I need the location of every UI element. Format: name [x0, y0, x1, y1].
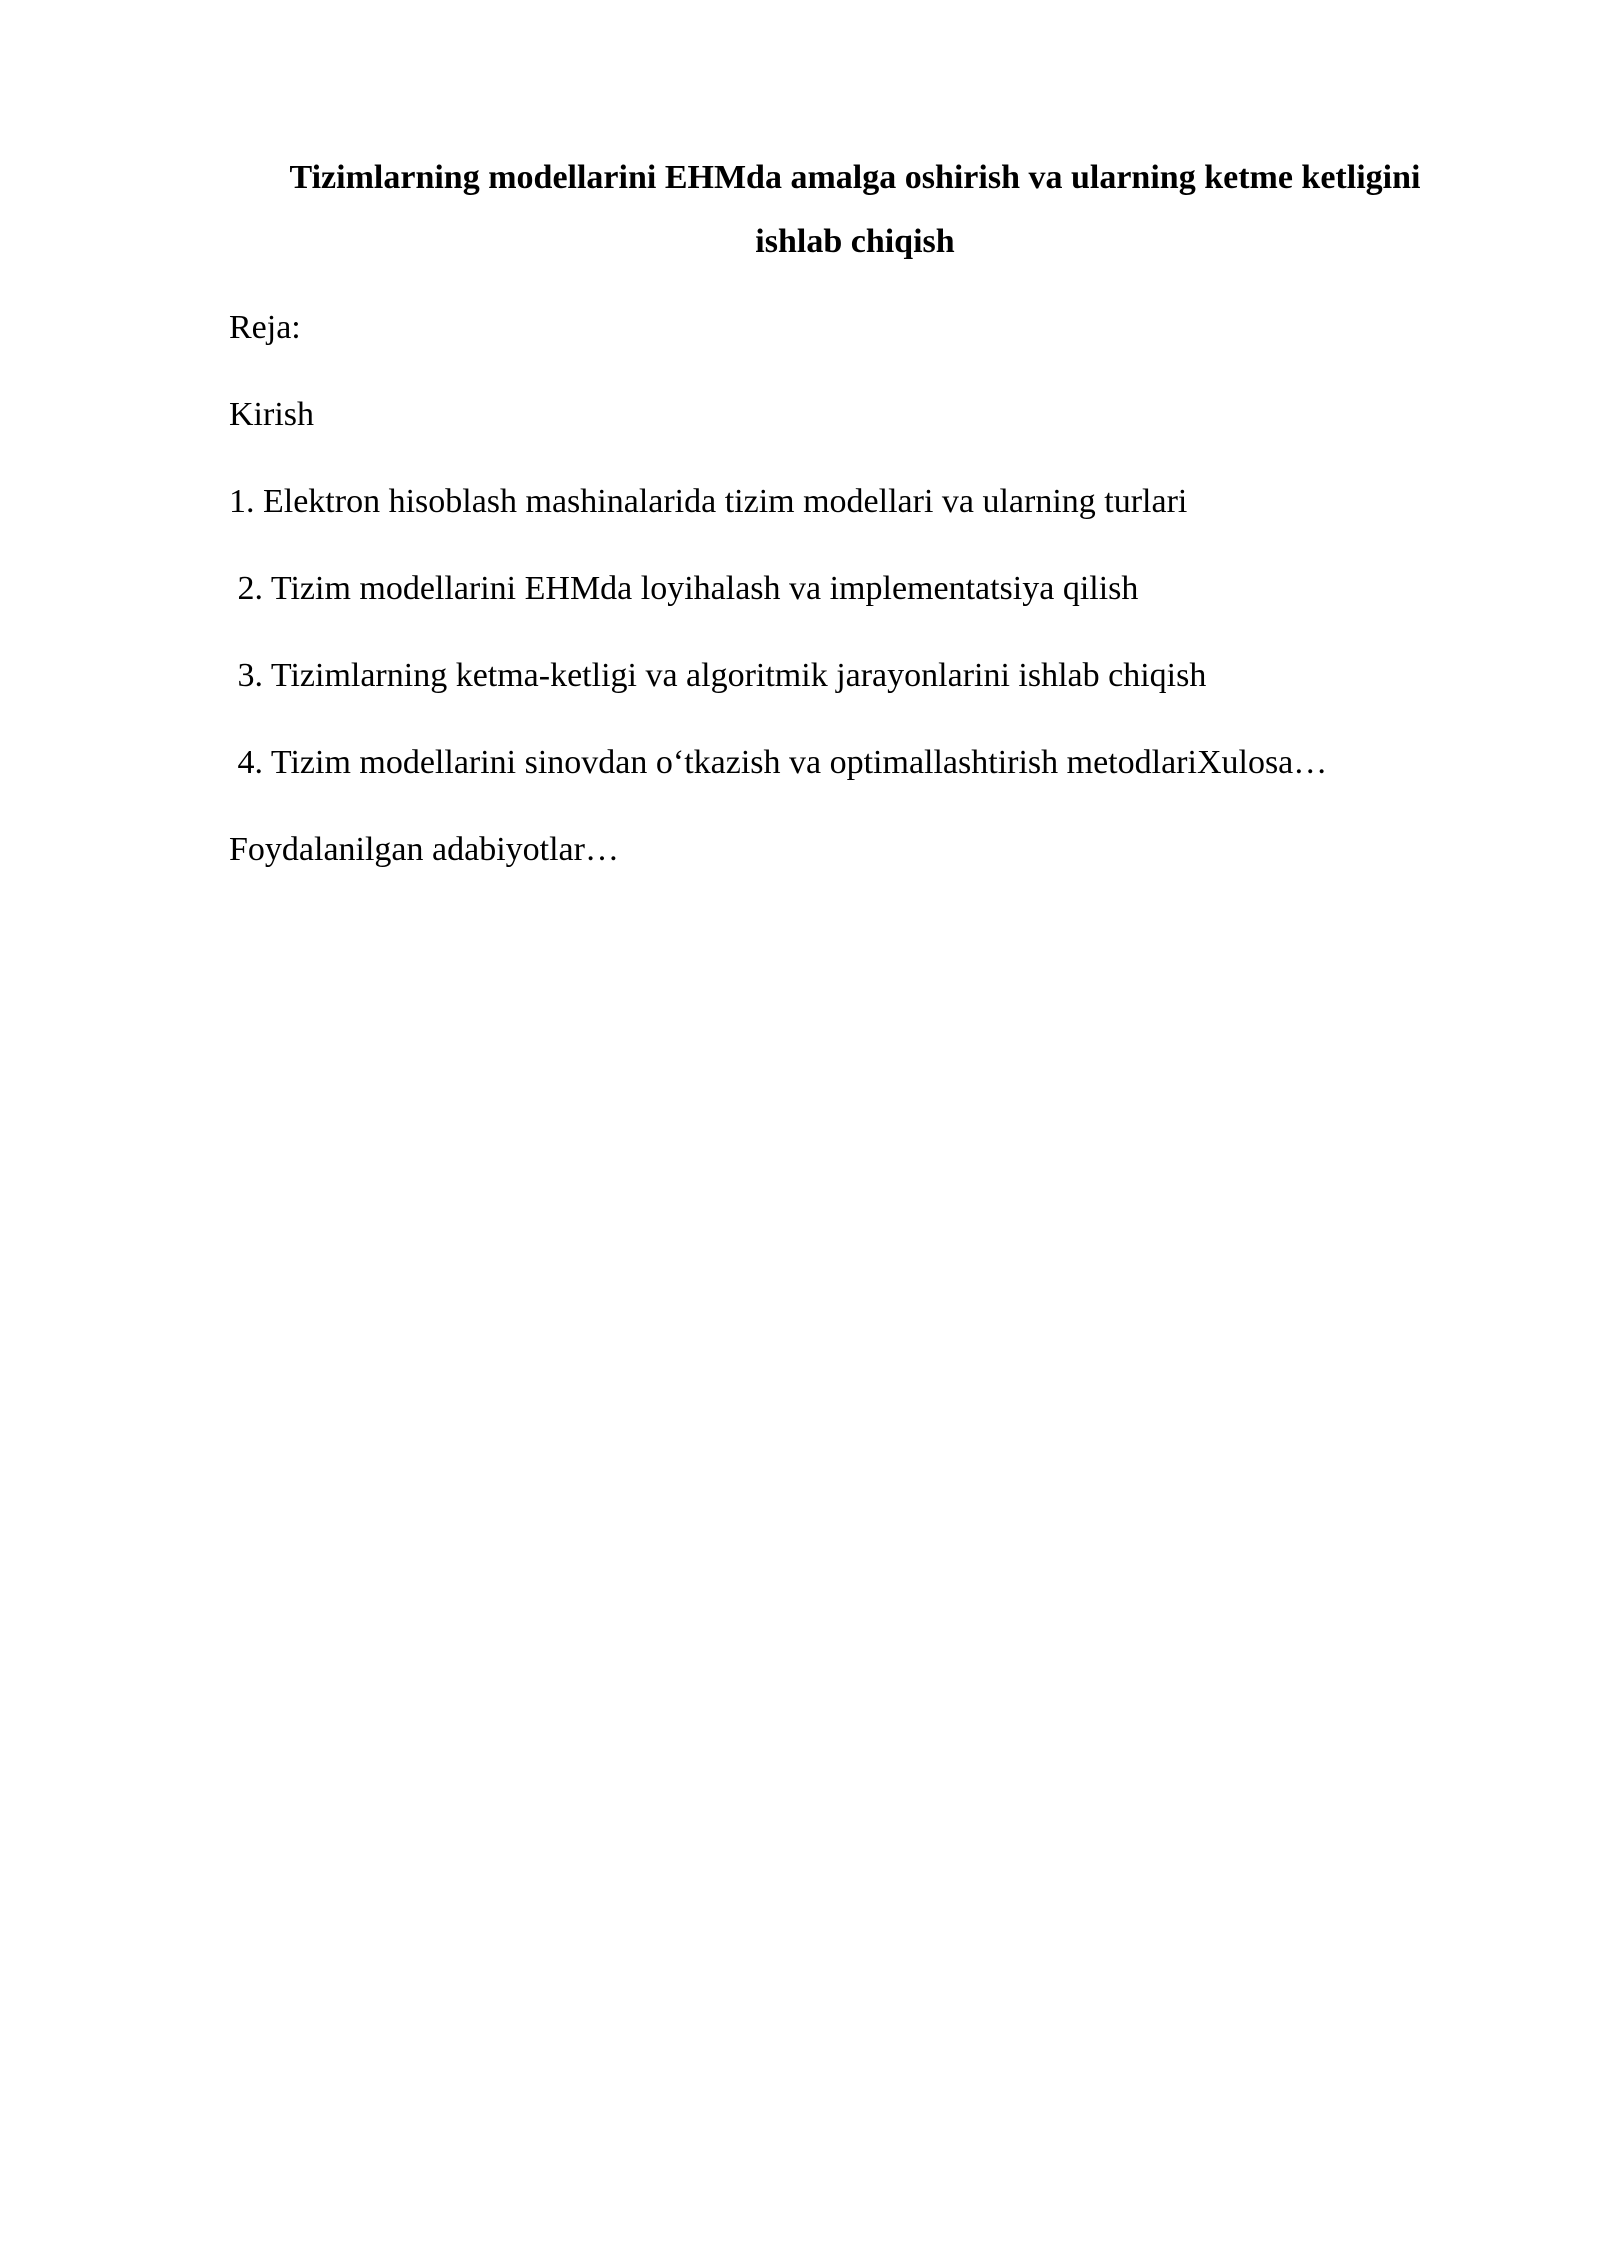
plan-item-references: Foydalanilgan adabiyotlar…: [229, 831, 619, 868]
plan-label: Reja:: [229, 309, 301, 346]
plan-item-1: 1. Elektron hisoblash mashinalarida tizim modellari va ularning turlari: [229, 483, 1188, 520]
plan-item-4: 4. Tizim modellarini sinovdan o‘tkazish va optimallashtirish metodlariXulosa…: [229, 744, 1328, 781]
plan-item-2: 2. Tizim modellarini EHMda loyihalash va implementatsiya qilish: [229, 570, 1139, 607]
plan-item-intro: Kirish: [229, 396, 314, 433]
plan-item-3: 3. Tizimlarning ketma-ketligi va algoritmik jarayonlarini ishlab chiqish: [229, 657, 1207, 694]
title-line-2: ishlab chiqish: [755, 223, 955, 260]
document-title: [229, 146, 1481, 274]
title-line-1: Tizimlarning modellarini EHMda amalga oshirish va ularning ketme ketligini: [289, 159, 1421, 196]
